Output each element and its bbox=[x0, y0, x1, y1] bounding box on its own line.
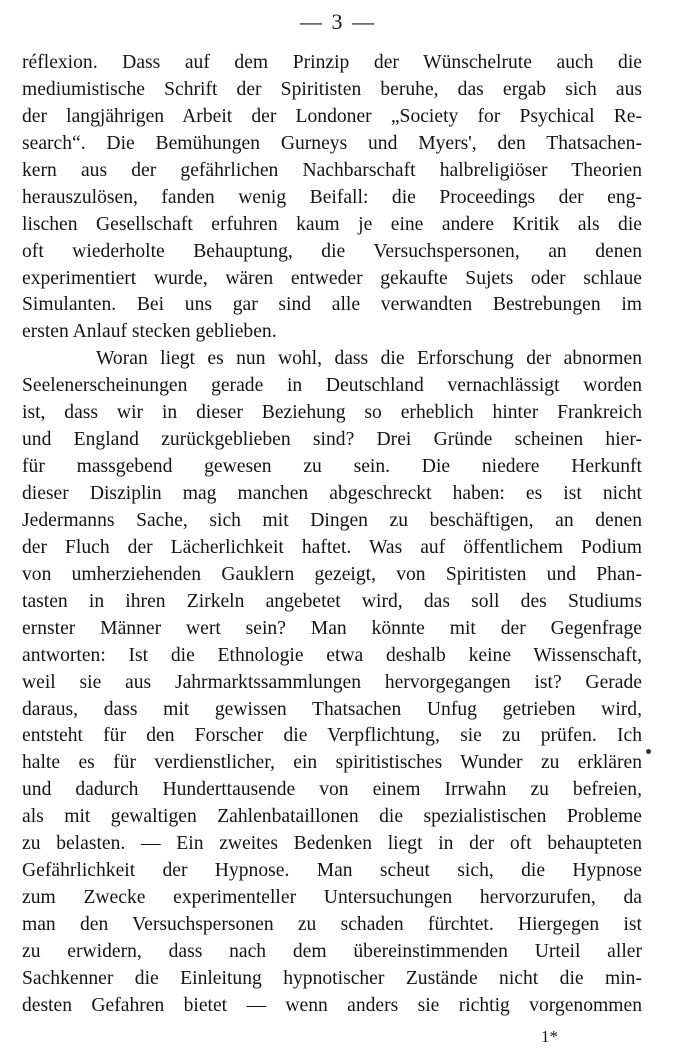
text-line: halte es für verdienstlicher, ein spiritistisches Wunder zu erklären bbox=[22, 752, 642, 774]
text-line: daraus, dass mit gewissen Thatsachen Unfug getrieben wird, bbox=[22, 698, 642, 720]
text-line: zum Zwecke experimenteller Untersuchungen hervorzurufen, da bbox=[22, 887, 642, 909]
text-line: mediumistische Schrift der Spiritisten beruhe, das ergab sich aus bbox=[22, 78, 642, 100]
text-line: experimentiert wurde, wären entweder gekaufte Sujets oder schlaue bbox=[22, 267, 642, 289]
text-line: antworten: Ist die Ethnologie etwa deshalb keine Wissenschaft, bbox=[22, 644, 642, 666]
ink-speck bbox=[645, 748, 652, 755]
text-line: Jedermanns Sache, sich mit Dingen zu beschäftigen, an denen bbox=[22, 509, 642, 531]
text-line: weil sie aus Jahrmarktssammlungen hervorgegangen ist? Gerade bbox=[22, 671, 642, 693]
text-line: Woran liegt es nun wohl, dass die Erforschung der abnormen bbox=[96, 348, 642, 370]
paragraph-1 bbox=[22, 50, 642, 346]
text-line: und dadurch Hunderttausende von einem Irrwahn zu befreien, bbox=[22, 779, 642, 801]
text-line: als mit gewaltigen Zahlenbataillonen die spezialistischen Probleme bbox=[22, 806, 642, 828]
body-text bbox=[22, 50, 642, 1020]
text-line: oft wiederholte Behauptung, die Versuchspersonen, an denen bbox=[22, 240, 642, 262]
text-line: für massgebend gewesen zu sein. Die niedere Herkunft bbox=[22, 456, 642, 478]
text-line: desten Gefahren bietet — wenn anders sie richtig vorgenommen bbox=[22, 994, 642, 1016]
paragraph-2 bbox=[22, 346, 642, 1019]
text-line: Gefährlichkeit der Hypnose. Man scheut sich, die Hypnose bbox=[22, 860, 642, 882]
text-line: Seelenerscheinungen gerade in Deutschland vernachlässigt worden bbox=[22, 375, 642, 397]
text-line: réflexion. Dass auf dem Prinzip der Wünschelrute auch die bbox=[22, 52, 642, 73]
text-line: Simulanten. Bei uns gar sind alle verwandten Bestrebungen im bbox=[22, 294, 642, 316]
text-line: tasten in ihren Zirkeln angebetet wird, das soll des Studiums bbox=[22, 590, 642, 612]
text-line: ernster Männer wert sein? Man könnte mit der Gegenfrage bbox=[22, 617, 642, 639]
text-line: entsteht für den Forscher die Verpflichtung, sie zu prüfen. Ich bbox=[22, 725, 642, 747]
page-number: — 3 — bbox=[300, 9, 376, 34]
text-line: man den Versuchspersonen zu schaden fürchtet. Hiergegen ist bbox=[22, 914, 642, 935]
text-line: search“. Die Bemühungen Gurneys und Myers', den Thatsachen- bbox=[22, 132, 642, 154]
text-line: dieser Disziplin mag manchen abgeschreckt haben: es ist nicht bbox=[22, 483, 642, 504]
text-line: von umherziehenden Gauklern gezeigt, von Spiritisten und Phan- bbox=[22, 563, 642, 585]
text-line: zu erwidern, dass nach dem übereinstimmenden Urteil aller bbox=[22, 940, 642, 962]
signature-mark: 1* bbox=[541, 1027, 558, 1046]
text-line: herauszulösen, fanden wenig Beifall: die Proceedings der eng- bbox=[22, 186, 642, 208]
text-line: ersten Anlauf stecken geblieben. bbox=[22, 321, 277, 343]
text-line: der langjährigen Arbeit der Londoner „Society for Psychical Re- bbox=[22, 105, 642, 127]
text-line: lischen Gesellschaft erfuhren kaum je eine andere Kritik als die bbox=[22, 213, 642, 235]
text-line: zu belasten. — Ein zweites Bedenken liegt in der oft behaupteten bbox=[22, 833, 642, 855]
text-line: kern aus der gefährlichen Nachbarschaft halbreligiöser Theorien bbox=[22, 159, 642, 181]
text-line: und England zurückgeblieben sind? Drei Gründe scheinen hier- bbox=[22, 429, 642, 451]
text-line: Sachkenner die Einleitung hypnotischer Zustände nicht die min- bbox=[22, 967, 642, 989]
text-line: der Fluch der Lächerlichkeit haftet. Was auf öffentlichem Podium bbox=[22, 536, 642, 558]
text-line: ist, dass wir in dieser Beziehung so erheblich hinter Frankreich bbox=[22, 402, 642, 424]
